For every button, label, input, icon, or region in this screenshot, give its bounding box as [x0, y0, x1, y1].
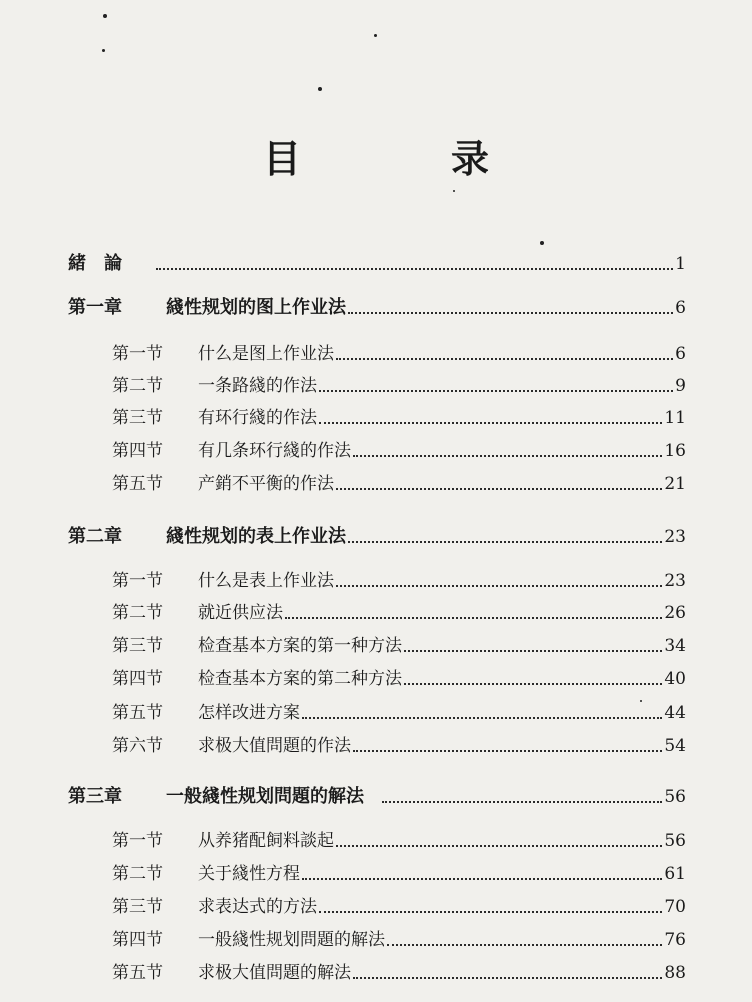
toc-title: 求极大值問題的解法 — [198, 963, 351, 983]
toc-page-number: 16 — [664, 441, 686, 461]
scan-speck — [103, 14, 107, 18]
leader-dots — [319, 390, 673, 392]
toc-title: 一条路綫的作法 — [198, 376, 317, 396]
scan-speck — [640, 700, 642, 702]
toc-page-number: 23 — [664, 571, 686, 591]
toc-page-number: 61 — [664, 864, 686, 884]
toc-section[interactable] — [112, 928, 686, 952]
toc-label: 第二节 — [112, 864, 163, 884]
toc-section[interactable] — [112, 472, 686, 496]
toc-label: 第三节 — [112, 897, 163, 917]
toc-label: 緒 論 — [68, 253, 122, 274]
toc-label: 第一章 — [68, 297, 122, 318]
toc-label: 第五节 — [112, 963, 163, 983]
scan-speck — [318, 87, 322, 91]
toc-page-number: 88 — [664, 963, 686, 983]
toc-page-number: 26 — [664, 603, 686, 623]
toc-title: 关于綫性方程 — [198, 864, 300, 884]
toc-page-number: 6 — [675, 344, 686, 364]
toc-label: 第四节 — [112, 669, 163, 689]
leader-dots — [382, 801, 662, 803]
toc-title: 一般綫性规划問題的解法 — [166, 786, 364, 807]
toc-title: 求极大值問題的作法 — [198, 736, 351, 756]
toc-entry-intro[interactable] — [68, 252, 686, 276]
toc-label: 第五节 — [112, 474, 163, 494]
toc-title: 就近供应法 — [198, 603, 283, 623]
leader-dots — [404, 650, 662, 652]
leader-dots — [319, 911, 662, 913]
toc-page-number: 11 — [664, 408, 686, 428]
toc-label: 第二节 — [112, 603, 163, 623]
toc-label: 第一节 — [112, 344, 163, 364]
toc-section[interactable] — [112, 406, 686, 430]
toc-chapter-1[interactable] — [68, 296, 686, 320]
leader-dots — [156, 268, 673, 270]
toc-section[interactable] — [112, 961, 686, 985]
scan-speck — [540, 241, 544, 245]
toc-chapter-2[interactable] — [68, 525, 686, 549]
toc-label: 第三章 — [68, 786, 122, 807]
toc-chapter-3[interactable] — [68, 785, 686, 809]
toc-label: 第一节 — [112, 831, 163, 851]
toc-label: 第四节 — [112, 930, 163, 950]
toc-page-number: 1 — [675, 254, 686, 274]
leader-dots — [353, 977, 662, 979]
toc-label: 第三节 — [112, 636, 163, 656]
scan-speck — [102, 49, 105, 52]
toc-title: 怎样改进方案 — [198, 703, 300, 723]
leader-dots — [302, 717, 662, 719]
toc-page-number: 40 — [664, 669, 686, 689]
toc-page-number: 70 — [664, 897, 686, 917]
leader-dots — [353, 750, 662, 752]
toc-title: 有几条环行綫的作法 — [198, 441, 351, 461]
toc-section[interactable] — [112, 829, 686, 853]
toc-page-number: 76 — [664, 930, 686, 950]
leader-dots — [348, 312, 673, 314]
toc-section[interactable] — [112, 895, 686, 919]
toc-title: 有环行綫的作法 — [198, 408, 317, 428]
leader-dots — [348, 541, 662, 543]
toc-section[interactable] — [112, 634, 686, 658]
toc-title: 什么是图上作业法 — [198, 344, 334, 364]
toc-section[interactable] — [112, 734, 686, 758]
toc-label: 第五节 — [112, 703, 163, 723]
leader-dots — [302, 878, 662, 880]
toc-title: 綫性规划的表上作业法 — [166, 526, 346, 547]
toc-section[interactable] — [112, 862, 686, 886]
toc-label: 第二章 — [68, 526, 122, 547]
toc-page-number: 54 — [664, 736, 686, 756]
toc-page-number: 44 — [664, 703, 686, 723]
toc-title: 产銷不平衡的作法 — [198, 474, 334, 494]
toc-page-number: 56 — [664, 831, 686, 851]
toc-page-number: 23 — [664, 527, 686, 547]
toc-title: 什么是表上作业法 — [198, 571, 334, 591]
toc-label: 第四节 — [112, 441, 163, 461]
toc-section[interactable] — [112, 701, 686, 725]
leader-dots — [387, 944, 662, 946]
toc-title: 检查基本方案的第二种方法 — [198, 669, 402, 689]
toc-section[interactable] — [112, 342, 686, 366]
toc-title: 检查基本方案的第一种方法 — [198, 636, 402, 656]
scan-speck — [453, 190, 455, 192]
toc-title: 从养猪配飼料談起 — [198, 831, 334, 851]
toc-section[interactable] — [112, 439, 686, 463]
toc-page-number: 34 — [664, 636, 686, 656]
toc-label: 第六节 — [112, 736, 163, 756]
toc-page-number: 21 — [664, 474, 686, 494]
toc-page-number: 56 — [664, 787, 686, 807]
leader-dots — [336, 585, 662, 587]
leader-dots — [336, 845, 662, 847]
toc-title: 求表达式的方法 — [198, 897, 317, 917]
toc-page-number: 9 — [675, 376, 686, 396]
leader-dots — [404, 683, 662, 685]
page-title: 目 录 — [262, 137, 545, 181]
toc-section[interactable] — [112, 374, 686, 398]
toc-section[interactable] — [112, 601, 686, 625]
scan-speck — [374, 34, 377, 37]
toc-section[interactable] — [112, 667, 686, 691]
toc-label: 第二节 — [112, 376, 163, 396]
toc-label: 第三节 — [112, 408, 163, 428]
toc-title: 綫性规划的图上作业法 — [166, 297, 346, 318]
toc-page-number: 6 — [675, 298, 686, 318]
toc-title: 一般綫性规划問題的解法 — [198, 930, 385, 950]
leader-dots — [336, 488, 662, 490]
toc-section[interactable] — [112, 569, 686, 593]
leader-dots — [285, 617, 662, 619]
leader-dots — [353, 455, 662, 457]
leader-dots — [319, 422, 662, 424]
leader-dots — [336, 358, 673, 360]
toc-label: 第一节 — [112, 571, 163, 591]
